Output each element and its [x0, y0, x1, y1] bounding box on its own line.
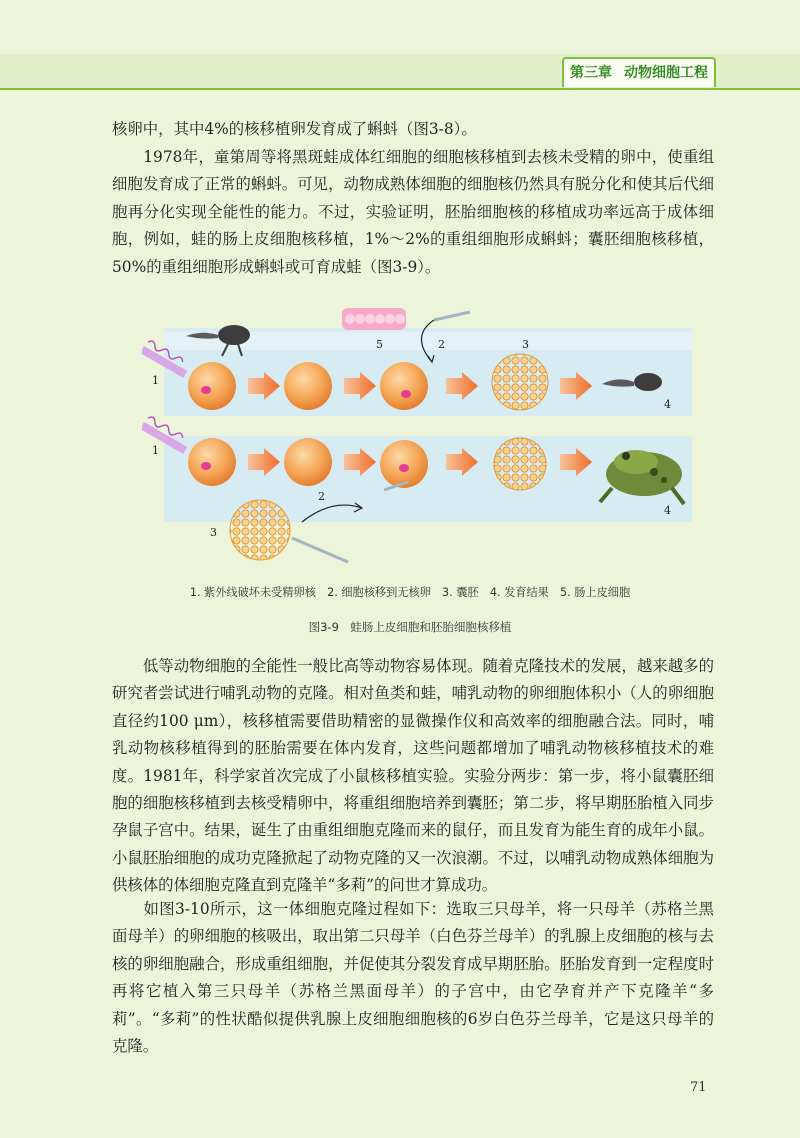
pipette-icon — [292, 538, 348, 562]
paragraph-3: 低等动物细胞的全能性一般比高等动物容易体现。随着克隆技术的发展，越来越多的研究者尝试进行哺乳动物的克隆。相对鱼类和蛙，哺乳动物的卵细胞体积小（人的卵细胞直径约100 μm），核移植需要借助精密的显微操作仪和高效率的细胞融合法。同时，哺乳动物核移植得到的胚胎需要在体内发育，这些问题都增加了哺乳动物核移植技术的难度。1981年，科学家首次完成了小鼠核移植实验。实验分两步：第一步，将小鼠囊胚细胞的细胞核移植到去核受精卵中，将重组细胞培养到囊胚；第二步，将早期胚胎植入同步孕鼠子宫中。结果，诞生了由重组细胞克隆而来的鼠仔，而且发育为能生育的成年小鼠。小鼠胚胎细胞的成功克隆掀起了动物克隆的又一次浪潮。不过，以哺乳动物成熟体细胞为供核体的体细胞克隆直到克隆羊“多莉”的问世才算成功。 — [112, 657, 714, 895]
label-2: 2 — [318, 490, 325, 503]
label-1: 1 — [152, 374, 159, 387]
label-3: 3 — [210, 526, 217, 539]
label-2: 2 — [438, 338, 445, 351]
blastula-source-icon — [230, 500, 290, 560]
intestinal-cells-icon — [342, 308, 406, 330]
label-3: 3 — [522, 338, 529, 351]
header-rule — [0, 88, 800, 90]
chapter-number: 第三章 — [570, 65, 612, 81]
pipette-icon — [434, 312, 470, 320]
chapter-tab — [562, 57, 716, 87]
label-5: 5 — [376, 338, 383, 351]
paragraph-1: 核卵中，其中4%的核移植卵发育成了蝌蚪（图3-8）。 — [112, 120, 477, 138]
chapter-title: 动物细胞工程 — [624, 65, 708, 81]
paragraph-2: 1978年，童第周等将黑斑蛙成体红细胞的细胞核移植到去核未受精的卵中，使重组细胞发育成了正常的蝌蚪。可见，动物成熟体细胞的细胞核仍然具有脱分化和使其后代细胞再分化实现全能性的能力。不过，实验证明，胚胎细胞核的移植成功率远高于成体细胞，例如，蛙的肠上皮细胞核移植，1%～2%的重组细胞形成蝌蚪；囊胚细胞核移植，50%的重组细胞形成蝌蚪或可育成蛙（图3-9）。 — [112, 148, 714, 276]
page-number: 71 — [690, 1080, 707, 1095]
paragraph-4: 如图3-10所示，这一体细胞克隆过程如下：选取三只母羊，将一只母羊（苏格兰黑面母羊）的卵细胞的核吸出，取出第二只母羊（白色芬兰母羊）的乳腺上皮细胞的核与去核的卵细胞融合，形成重组细胞，并促使其分裂发育成早期胚胎。胚胎发育到一定程度时再将它植入第三只母羊（苏格兰黑面母羊）的子宫中，由它孕育并产下克隆羊“多莉”。“多莉”的性状酷似提供乳腺上皮细胞细胞核的6岁白色芬兰母羊，它是这只母羊的克隆。 — [112, 900, 714, 1056]
label-4: 4 — [664, 504, 671, 517]
label-4: 4 — [664, 398, 671, 411]
figure-nuclear-transfer — [142, 302, 692, 572]
figure-caption: 图3-9 蛙肠上皮细胞和胚胎细胞核移植 — [308, 620, 512, 634]
figure-legend: 1. 紫外线破坏未受精卵核 2. 细胞核移到无核卵 3. 囊胚 4. 发育结果 5. 肠上皮细胞 — [189, 586, 631, 599]
label-1: 1 — [152, 444, 159, 457]
